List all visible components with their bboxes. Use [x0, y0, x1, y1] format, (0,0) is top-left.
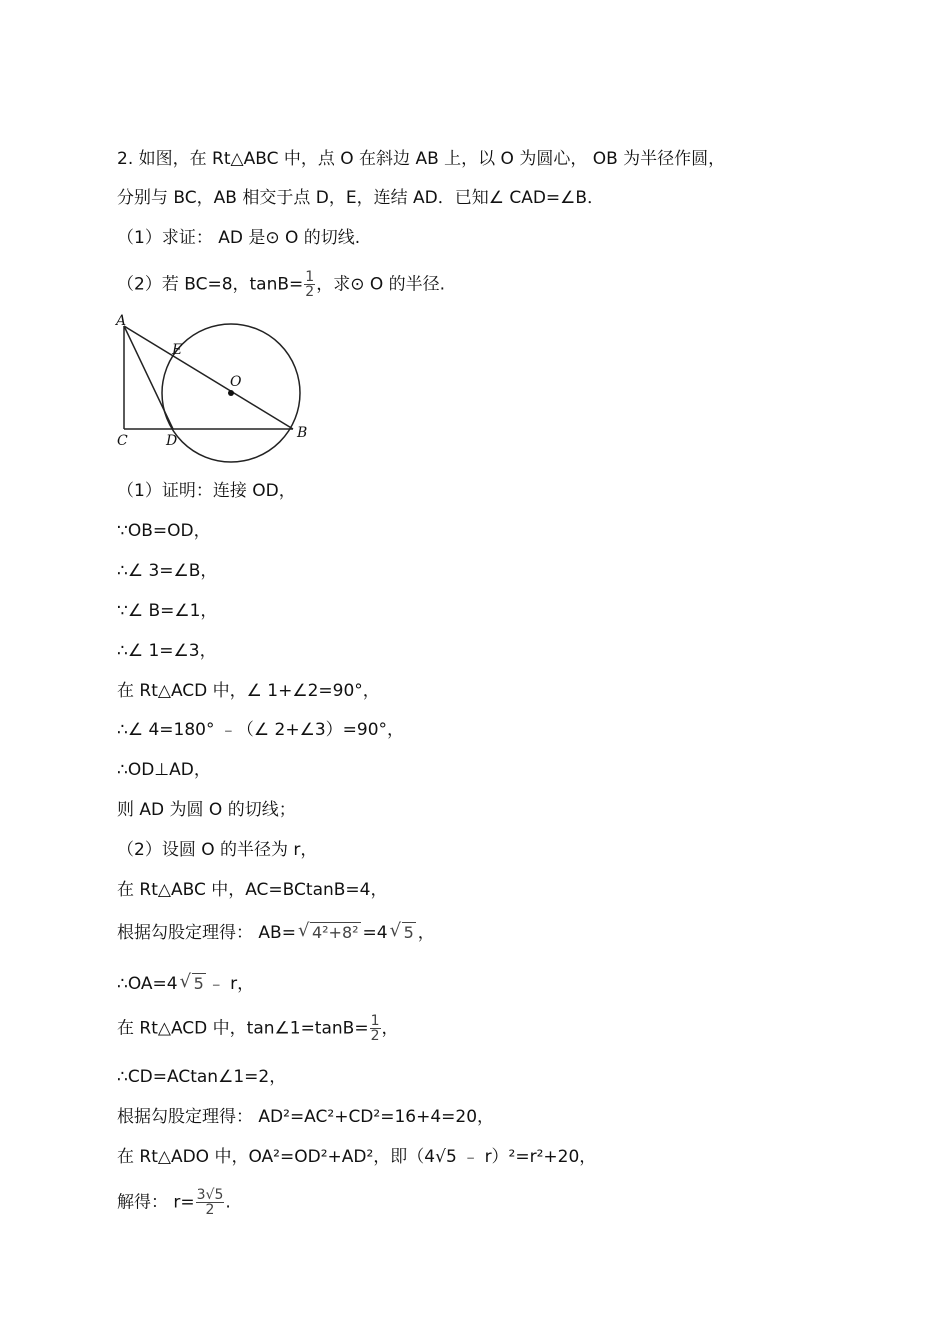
solution-line-2: ∵OB=OD， [117, 521, 211, 541]
label-e: E [172, 342, 183, 358]
oa-prefix: ∴OA=4 [117, 974, 178, 994]
geometry-figure [110, 308, 325, 470]
fraction-result: $\frac{3√5}{2}$ [196, 1187, 224, 1218]
fraction-one-half: $\frac{1}{2}$ [305, 269, 315, 300]
oa-suffix: ﹣ r， [207, 974, 255, 994]
solution-line-5: ∴∠ 1=∠3， [117, 641, 217, 661]
solution-line-12 [117, 922, 435, 944]
solution-line-16: 根据勾股定理得： AD²=AC²+CD²=16+4=20， [117, 1107, 495, 1127]
center-point-o [228, 390, 234, 396]
label-a: A [116, 313, 127, 329]
problem-line-2: 分别与 BC，AB 相交于点 D，E，连结 AD．已知∠ CAD=∠B． [117, 188, 605, 208]
pythagoras-ab-prefix: 根据勾股定理得： AB= [117, 923, 296, 943]
result-suffix: . [225, 1192, 231, 1213]
tan-suffix: ， [381, 1018, 399, 1039]
solution-line-4: ∵∠ B=∠1， [117, 601, 218, 621]
sqrt-expression: √ 4²+8² [297, 920, 359, 942]
segment-ab [124, 326, 293, 429]
result-prefix: 解得： r= [117, 1192, 195, 1213]
radical-sign: √ [389, 920, 402, 941]
question-1: （1）求证： AD 是⊙ O 的切线. [117, 228, 361, 248]
solution-line-15: ∴CD=ACtan∠1=2， [117, 1067, 287, 1087]
solution-line-17: 在 Rt△ADO 中，OA²=OD²+AD²，即（4√5 ﹣ r）²=r²+20， [117, 1147, 597, 1167]
fraction-one-half: $\frac{1}{2}$ [370, 1013, 380, 1044]
solution-line-10: （2）设圆 O 的半径为 r， [117, 840, 318, 860]
solution-line-9: 则 AD 为圆 O 的切线； [117, 800, 296, 820]
solution-line-18 [117, 1188, 231, 1217]
label-d: D [166, 433, 178, 449]
question-2 [117, 270, 445, 299]
solution-line-11: 在 Rt△ABC 中，AC=BCtanB=4， [117, 880, 388, 900]
solution-line-6: 在 Rt△ACD 中，∠ 1+∠2=90°， [117, 681, 380, 701]
solution-line-7: ∴∠ 4=180° ﹣（∠ 2+∠3）=90°， [117, 720, 405, 740]
sqrt-five: √ 5 [179, 971, 204, 993]
problem-line-1: 2. 如图，在 Rt△ABC 中，点 O 在斜边 AB 上，以 O 为圆心， OB 为半径作圆， [117, 149, 726, 169]
label-b: B [297, 425, 308, 441]
solution-line-13 [117, 973, 254, 995]
solution-line-8: ∴OD⊥AD， [117, 760, 211, 780]
solution-line-1: （1）证明：连接 OD， [117, 481, 296, 501]
question-2-suffix: ，求⊙ O 的半径. [316, 274, 446, 295]
pythagoras-ab-suffix: ， [417, 923, 435, 943]
label-c: C [117, 433, 128, 449]
label-o: O [230, 374, 242, 390]
solution-line-3: ∴∠ 3=∠B， [117, 561, 218, 581]
sqrt-five: √ 5 [389, 920, 414, 942]
tan-prefix: 在 Rt△ACD 中，tan∠1=tanB= [117, 1018, 369, 1039]
radical-sign: √ [179, 971, 192, 992]
radical-sign: √ [297, 920, 310, 941]
solution-line-14 [117, 1014, 399, 1043]
pythagoras-ab-mid: =4 [362, 923, 388, 943]
question-2-prefix: （2）若 BC=8，tanB= [117, 274, 304, 295]
